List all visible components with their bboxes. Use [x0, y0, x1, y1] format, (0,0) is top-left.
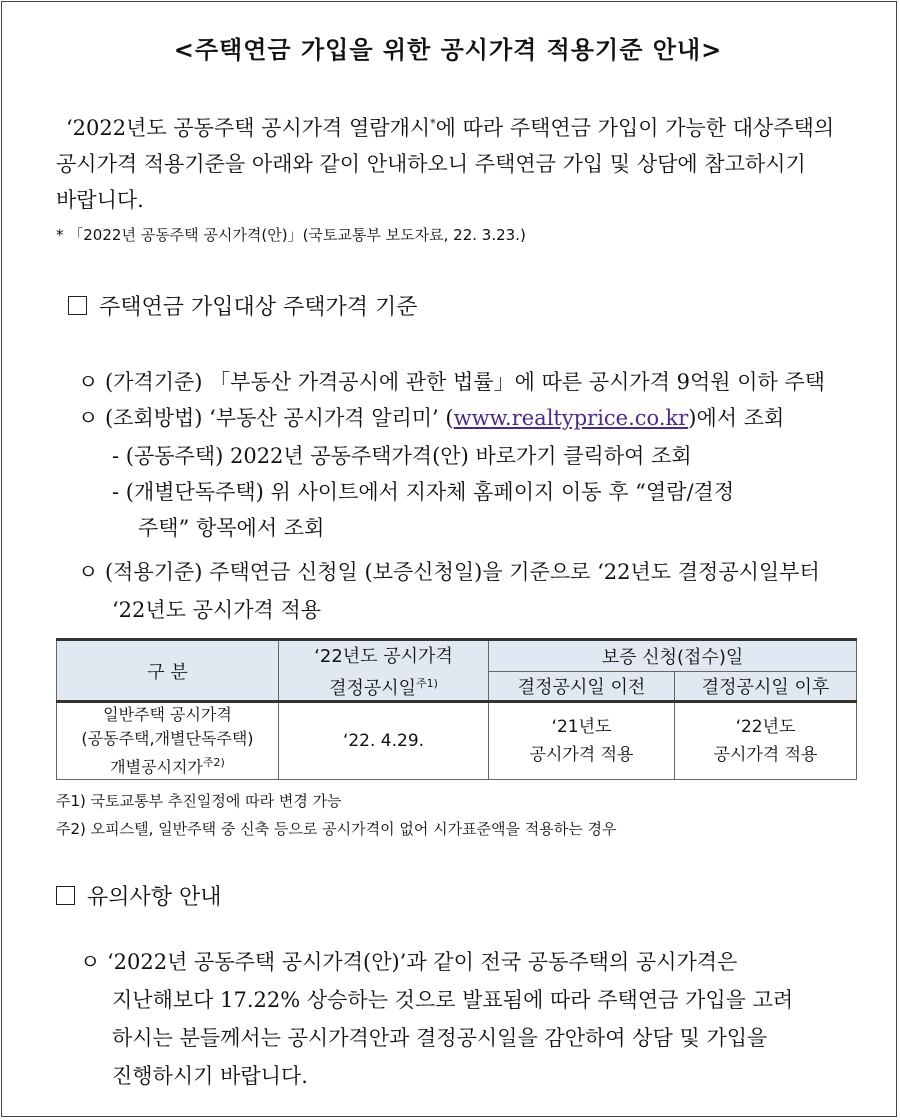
row-label: [57, 702, 279, 780]
header-category: 구 분: [57, 640, 279, 702]
row-before-line-2: 공시가격 적용: [529, 745, 634, 766]
checkbox-square-icon: [68, 296, 87, 315]
section-heading-1-text: 주택연금 가입대상 주택가격 기준: [99, 295, 418, 320]
intro-note: * 「2022년 공동주택 공시가격(안)」(국토교통부 보도자료, 22. 3.23.): [56, 226, 526, 244]
notice-line-2: 지난해보다 17.22% 상승하는 것으로 발표됨에 따라 주택연금 가입을 고려: [112, 988, 794, 1012]
row-before-notice: [489, 702, 675, 780]
bullet-apply-criteria-line-1: ㅇ (적용기준) 주택연금 신청일 (보증신청일)을 기준으로 ‘22년도 결정공시일부터: [78, 560, 820, 584]
intro-line-1: [66, 112, 834, 142]
row-label-line-3-text: 개별공시지가: [110, 757, 203, 777]
section-heading-1: [68, 290, 418, 321]
row-after-notice: [675, 702, 857, 780]
table-row: [57, 702, 857, 780]
row-before-line-1: ‘21년도: [551, 717, 612, 738]
header-before-notice: 결정공시일 이전: [489, 672, 675, 702]
sub-item-apartment: - (공동주택) 2022년 공동주택가격(안) 바로가기 클릭하여 조회: [112, 444, 692, 468]
header-notice-date-line-1: ‘22년도 공시가격: [314, 645, 453, 667]
row-notice-date: ‘22. 4.29.: [279, 702, 489, 780]
intro-line-1-post: 에 따라 주택연금 가입이 가능한 대상주택의: [435, 116, 835, 140]
header-after-notice: 결정공시일 이후: [675, 672, 857, 702]
footnote-2: 주2) 오피스텔, 일반주택 중 신축 등으로 공시가격이 없어 시가표준액을 적용하는 경우: [56, 820, 617, 838]
notice-line-4: 진행하시기 바랍니다.: [112, 1064, 308, 1088]
row-label-line-2: (공동주택,개별단독주택): [81, 729, 254, 748]
intro-line-1-pre: ‘2022년도 공동주택 공시가격 열람개시: [66, 116, 431, 140]
bullet-price-criteria: ㅇ (가격기준) 「부동산 가격공시에 관한 법률」에 따른 공시가격 9억원 이하 주택: [78, 370, 826, 394]
bullet-lookup-method: [78, 402, 784, 432]
row-after-line-1: ‘22년도: [735, 717, 796, 738]
row-after-line-2: 공시가격 적용: [713, 745, 818, 766]
page-title: <주택연금 가입을 위한 공시가격 적용기준 안내>: [173, 36, 723, 64]
header-guarantee-date: 보증 신청(접수)일: [489, 640, 857, 672]
notice-line-3: 하시는 분들께서는 공시가격안과 결정공시일을 감안하여 상담 및 가입을: [112, 1026, 768, 1050]
asterisk-mark: *: [430, 117, 436, 130]
section-heading-2-text: 유의사항 안내: [87, 885, 222, 910]
notice-line-1: ㅇ ‘2022년 공동주택 공시가격(안)’과 같이 전국 공동주택의 공시가격은: [80, 950, 738, 974]
bullet-lookup-pre: ㅇ (조회방법) ‘부동산 공시가격 알리미’ (: [78, 406, 454, 430]
intro-line-3: 바랍니다.: [56, 188, 144, 212]
row-label-line-1: 일반주택 공시가격: [103, 705, 232, 724]
bullet-apply-criteria-line-2: ‘22년도 공시가격 적용: [112, 598, 322, 622]
intro-line-2: 공시가격 적용기준을 아래와 같이 안내하오니 주택연금 가입 및 상담에 참고하시기: [56, 152, 806, 176]
header-notice-date-text: 결정공시일: [329, 677, 417, 699]
footnote-mark-2: 주2): [202, 756, 225, 769]
sub-item-detached-line-1: - (개별단독주택) 위 사이트에서 지자체 홈페이지 이동 후 “열람/결정: [112, 480, 735, 504]
realtyprice-link[interactable]: www.realtyprice.co.kr: [453, 406, 689, 430]
section-heading-2: [56, 880, 222, 911]
footnote-mark-1: 주1): [416, 676, 438, 690]
header-notice-date-line-2: [279, 674, 488, 700]
footnote-1: 주1) 국토교통부 추진일정에 따라 변경 가능: [56, 792, 342, 810]
bullet-lookup-post: )에서 조회: [688, 406, 785, 430]
price-criteria-table: [56, 638, 857, 780]
row-label-line-3: [57, 751, 278, 779]
sub-item-detached-line-2: 주택” 항목에서 조회: [138, 516, 325, 540]
checkbox-square-icon: [56, 886, 75, 905]
header-notice-date: [279, 640, 489, 702]
